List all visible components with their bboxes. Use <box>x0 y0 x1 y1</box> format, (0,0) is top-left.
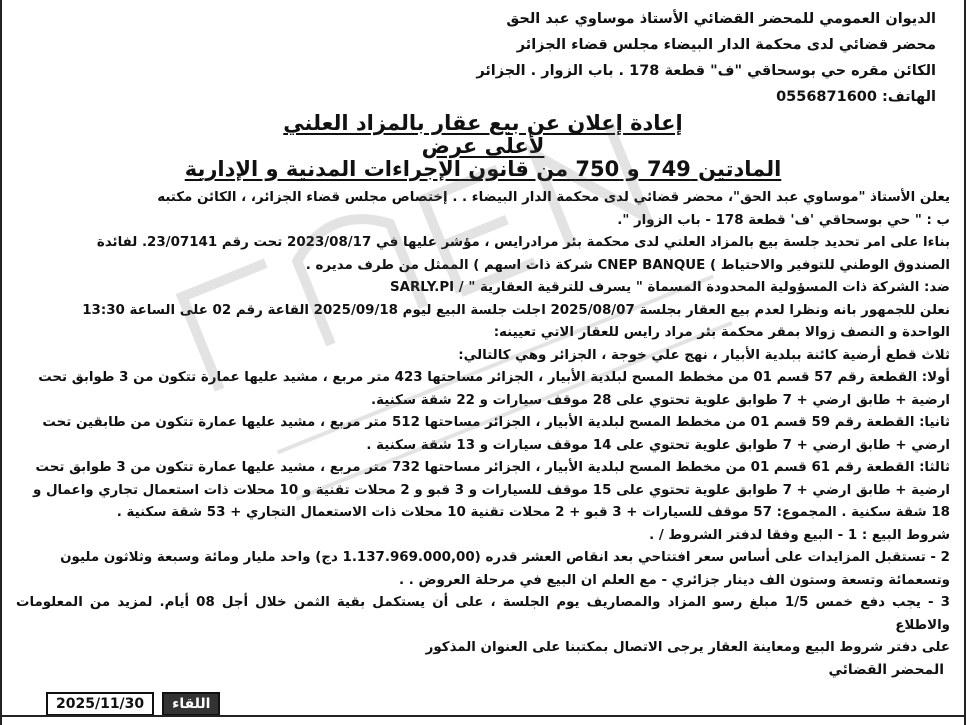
body-line-11: ثانيا: القطعة رقم 59 قسم 01 من مخطط المسح لبلدية الأبيار ، الجزائر مساحتها 512 متر مربع ، مشيد عليها عمارة تتكون من طابقين تحت <box>42 415 950 430</box>
body-line-10: ارضية + طابق ارضي + 7 طوابق علوية تحتوي على 28 موقف سيارات و 22 شقة سكنية. <box>370 392 950 408</box>
body-line-8: ثلاث قطع أرضية كائنة ببلدية الأبيار ، نهج علي خوجة ، الجزائر وهي كالتالي: <box>458 347 950 363</box>
phone-number: 0556871600 <box>776 89 877 105</box>
body-line-17: 2 - تستقبل المزايدات على أساس سعر افتتاحي بعد انقاص العشر قدره (1.137.969.000,00 دج) واحد مليار ومائة وسبعة وثلاثون مليون <box>60 550 950 565</box>
signer-title: المحضر القضائي <box>828 662 944 678</box>
publication-tags <box>46 692 220 716</box>
header-phone-line <box>16 84 950 110</box>
notice-titles <box>16 112 950 181</box>
body-line-3: بناءا على امر تحديد جلسة بيع بالمزاد العلني لدى محكمة بئر مرادرايس ، مؤشر عليها في 2023/08/17 تحت رقم 23/07141. لفائدة <box>96 235 950 250</box>
body-line-16: شروط البيع : 1 - البيع وفقا لدفتر الشروط / . <box>649 527 950 543</box>
body-line-14: ارضية + طابق ارضي + 7 طوابق علوية تحتوي على 15 موقف للسيارات و 3 قبو و 2 محلات تقنية و 10 محلات ذات استعمال تجاري واعمال و <box>32 482 950 498</box>
body-line-20: على دفتر شروط البيع ومعاينة العقار يرجى الاتصال بمكتبنا على العنوان المذكور <box>425 640 950 655</box>
body-line-7: الواحدة و النصف زوالا بمقر محكمة بئر مراد رايس للعقار الاتي تعيينه: <box>493 325 950 340</box>
body-line-6: نعلن للجمهور بانه ونظرا لعدم بيع العقار بجلسة 2025/08/07 اجلت جلسة البيع ليوم 2025/09/18 القاعة رقم 02 على الساعة 13:30 <box>82 302 950 318</box>
bottom-divider <box>2 715 964 717</box>
notice-subtitle: لأعلى عرض <box>421 134 545 158</box>
header-office-name: الديوان العمومي للمحضر القضائي الأستاذ موساوي عبد الحق <box>506 11 936 27</box>
body-line-18: وتسعمائة وتسعة وستون الف دينار جزائري - مع العلم ان البيع في مرحلة العروض . . <box>399 572 950 588</box>
notice-body <box>16 187 950 660</box>
phone-label: الهاتف: <box>882 89 936 105</box>
body-line-4: الصندوق الوطني للتوفير والاحتياط ) CNEP BANQUE شركة ذات اسهم ) الممثل من طرف مديره . <box>305 257 950 273</box>
body-line-12: ارضي + طابق ارضي + 7 طوابق علوية تحتوي على 14 موقف سيارات و 13 شقة سكنية . <box>366 437 950 453</box>
publication-date: 2025/11/30 <box>46 692 154 716</box>
body-line-2: ب : " حي بوسحاقي 'ف' قطعة 178 - باب الزوار ". <box>617 212 950 228</box>
body-line-15: 18 شقة سكنية . المجموع: 57 موقف للسيارات + 3 قبو + 2 محلات تقنية 10 محلات ذات الاستعمال التجاري + 53 شقة سكنية . <box>116 505 950 520</box>
legal-articles-title: المادتين 749 و 750 من قانون الإجراءات المدنية و الإدارية <box>184 157 782 181</box>
newspaper-name: اللقاء <box>162 692 220 716</box>
notice-footer <box>16 662 950 712</box>
body-line-1: يعلن الأستاذ "موساوي عبد الحق"، محضر قضائي لدى محكمة الدار البيضاء . . إختصاص مجلس قضاء الجزائر، ، الكائن مكتبه <box>157 190 950 205</box>
header-address: الكائن مقره حي بوسحاقي "ف" قطعة 178 . باب الزوار . الجزائر <box>476 63 936 79</box>
bailiff-office-header <box>16 6 950 110</box>
notice-title: إعادة إعلان عن بيع عقار بالمزاد العلني <box>283 111 683 135</box>
body-line-9: أولا: القطعة رقم 57 قسم 01 من مخطط المسح لبلدية الأبيار ، الجزائر مساحتها 423 متر مربع ، مشيد عليها عمارة تتكون من 3 طوابق تحت <box>38 370 950 385</box>
header-court: محضر قضائي لدى محكمة الدار البيضاء مجلس قضاء الجزائر <box>516 37 936 53</box>
body-line-13: ثالثا: القطعة رقم 61 قسم 01 من مخطط المسح لبلدية الأبيار ، الجزائر مساحتها 732 متر مربع ، مشيد عليها عمارة تتكون من 3 طوابق تحت <box>35 460 950 475</box>
body-line-5: ضد: الشركة ذات المسؤولية المحدودة المسماة " يسرف للترقية العقارية " / SARLY.PI <box>389 280 950 295</box>
body-line-19: 3 - يجب دفع خمس 1/5 مبلغ رسو المزاد والمصاريف يوم الجلسة ، على أن يستكمل بقية الثمن خلال أجل 08 أيام. لمزيد من المعلومات والاطلاع <box>16 595 950 633</box>
